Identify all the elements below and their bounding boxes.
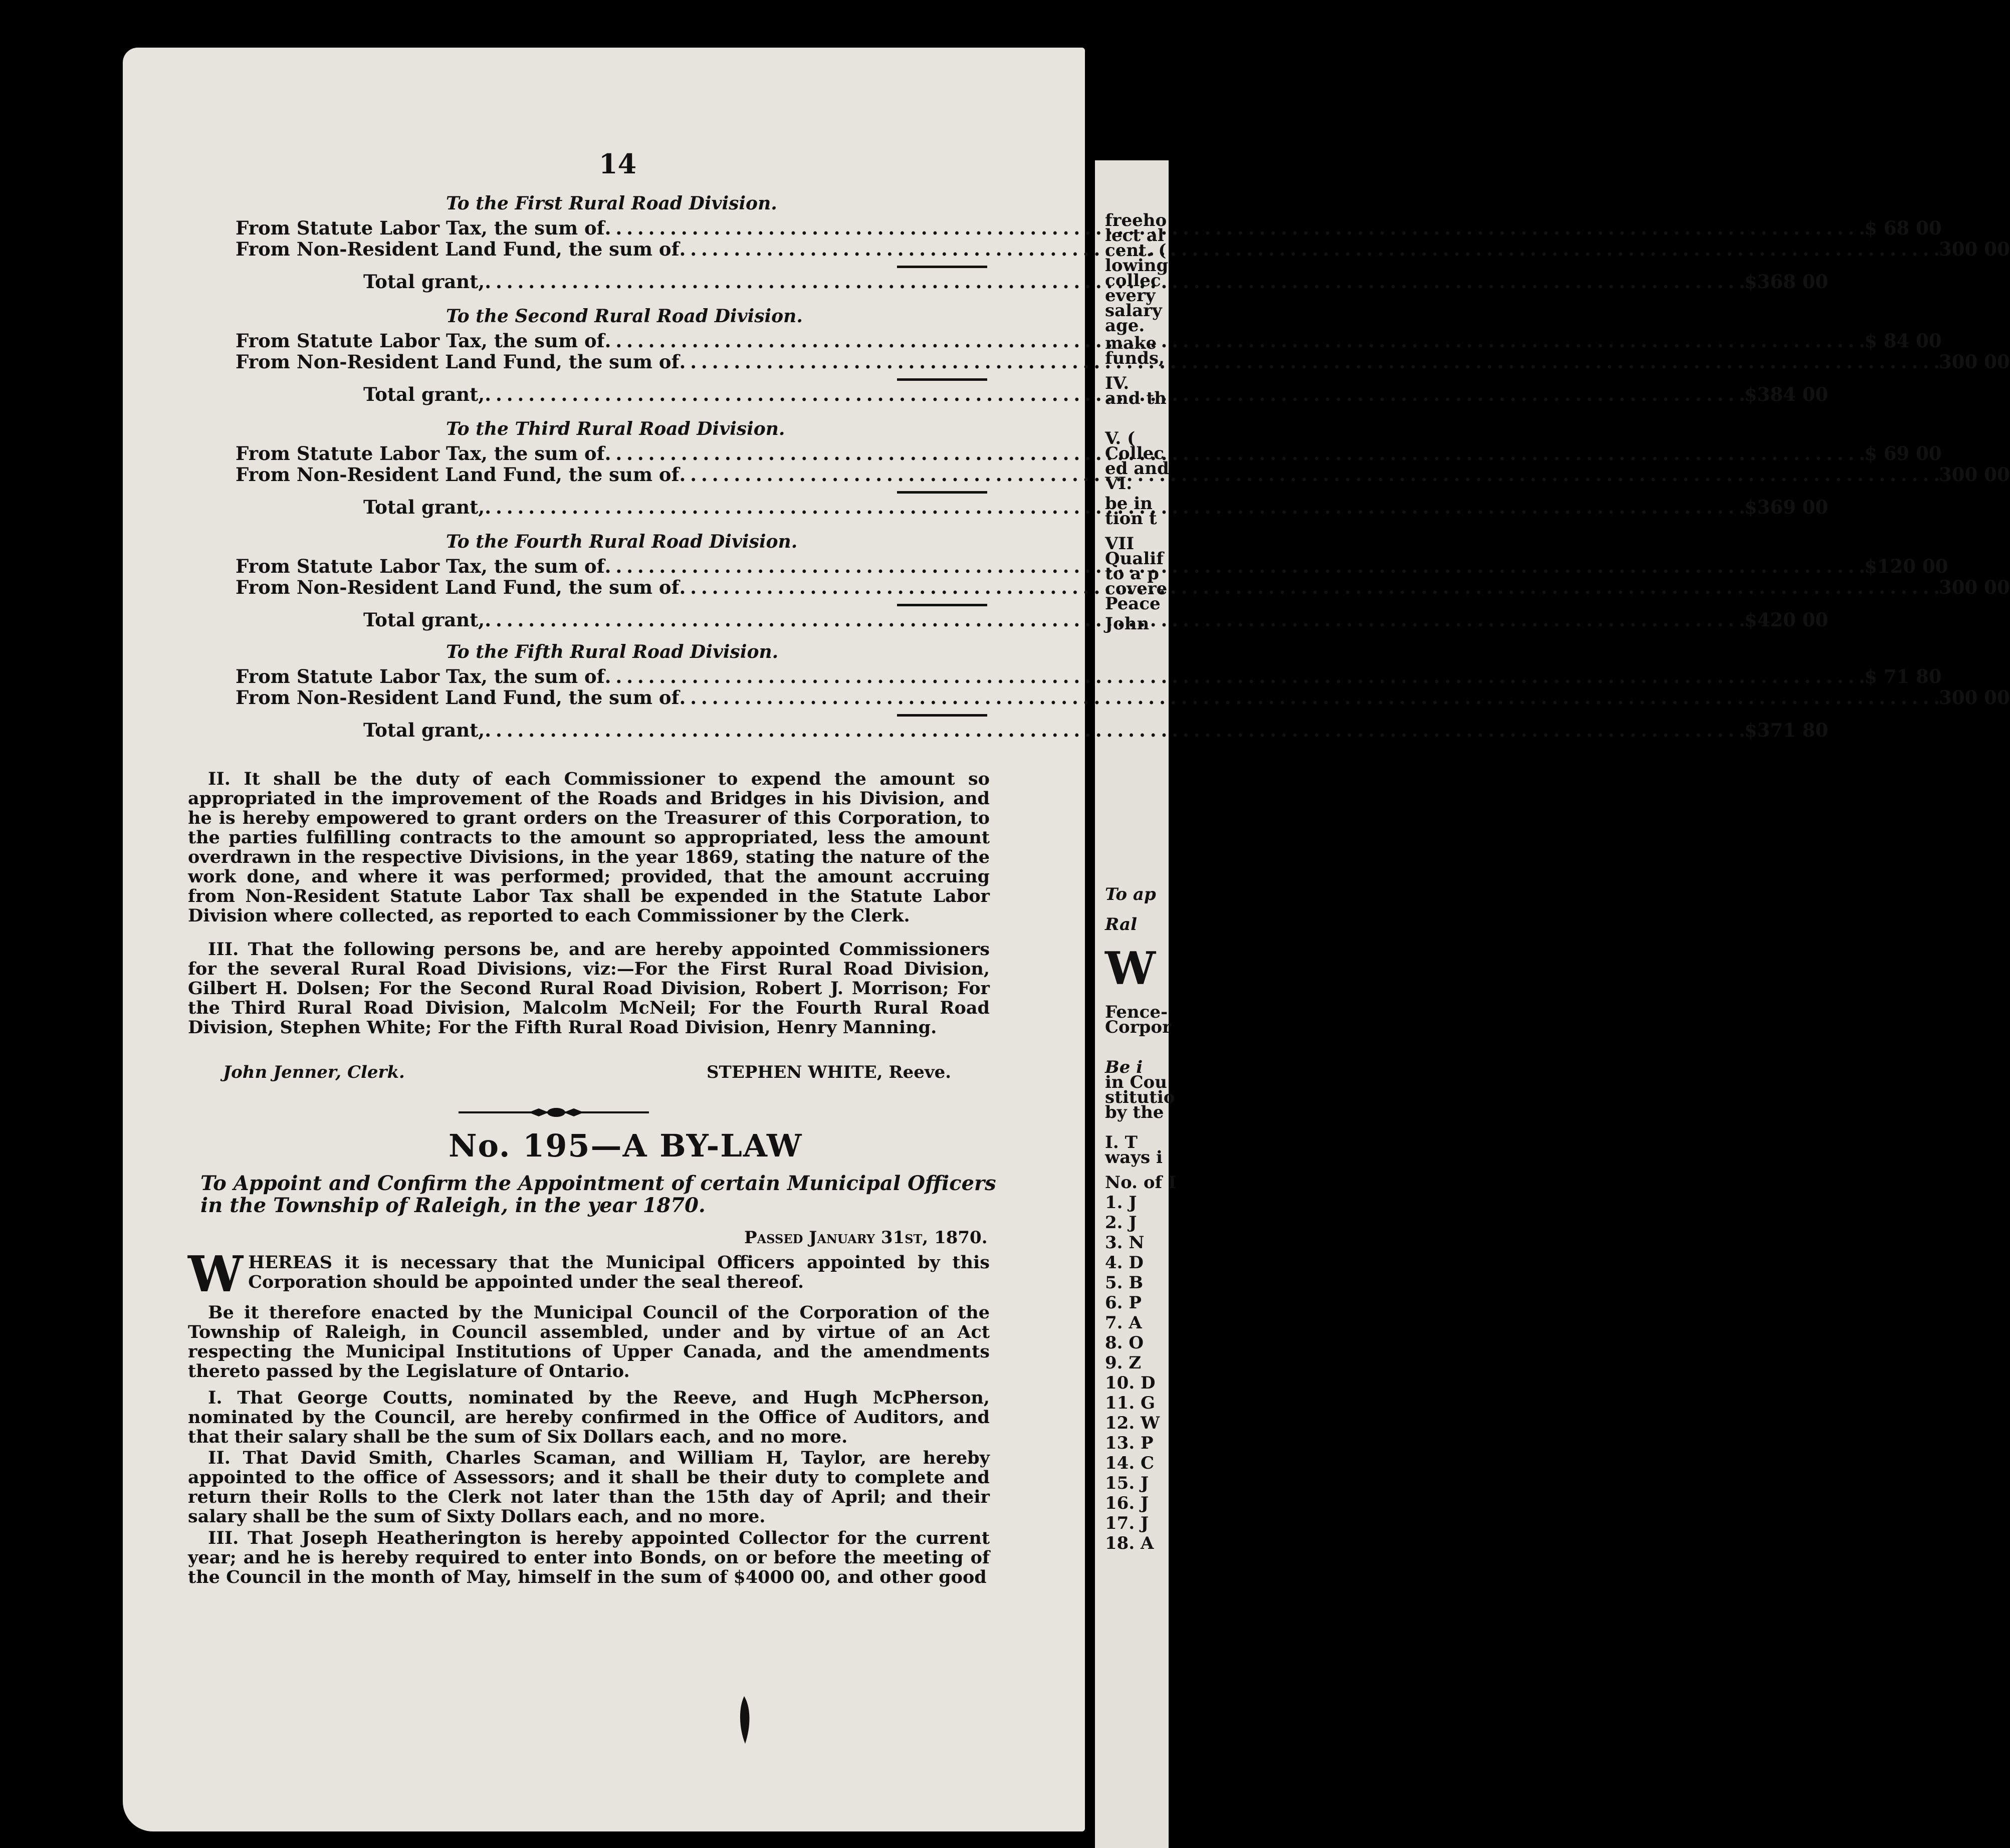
grant-label: From Statute Labor Tax, the sum of (236, 665, 605, 687)
leader-dots (680, 351, 1939, 373)
adjacent-page-fragment: stitutio (1105, 1087, 1175, 1107)
total-amount: $420 00 (1744, 609, 1829, 631)
adjacent-page-fragment: funds, (1105, 348, 1165, 368)
adjacent-page-fragment: 15. J (1105, 1473, 1149, 1493)
bylaw-title: No. 195—A BY-LAW (449, 1127, 803, 1164)
total-label: Total grant, (363, 609, 485, 631)
adjacent-page-fragment: lowing (1105, 256, 1169, 276)
adjacent-page-fragment: Ral (1105, 914, 1137, 935)
enacting-clause (188, 1303, 990, 1381)
grant-row (236, 686, 2010, 709)
adjacent-page-fragment: 18. A (1105, 1533, 1154, 1553)
adjacent-page-fragment: John (1105, 614, 1150, 634)
adjacent-page-fragment: 2. J (1105, 1213, 1137, 1233)
sum-rule (897, 604, 987, 606)
leader-dots (485, 496, 1744, 518)
bylaw-subtitle: To Appoint and Confirm the Appointment of certain Municipal Officers in the Township of Raleigh, in the year 1870. (200, 1172, 996, 1217)
adjacent-page-fragment: make (1105, 333, 1157, 353)
adjacent-page-fragment: 7. A (1105, 1313, 1142, 1333)
adjacent-page-fragment: I. T (1105, 1132, 1138, 1152)
paper-blemish (734, 1694, 754, 1749)
grant-amount: $ 69 00 (1864, 442, 1942, 465)
leader-dots (485, 609, 1744, 631)
drop-cap: W (188, 1246, 244, 1303)
bylaw-section-ii-text: II. That David Smith, Charles Scaman, and William H, Taylor, are hereby appointed to the office of Assessors; and it shall be their duty to complete and return their Rolls to the Clerk not later than the 15th day of April; and their salary shall be the sum of Sixty Dollars each, and no more. (188, 1448, 990, 1527)
adjacent-page-fragment: freeho (1105, 210, 1167, 230)
adjacent-page-fragment: salary (1105, 301, 1162, 321)
leader-dots (605, 442, 1865, 465)
adjacent-page-fragment: 14. C (1105, 1453, 1155, 1473)
section-iii (188, 940, 990, 1037)
adjacent-page-fragment: tion t (1105, 509, 1157, 529)
total-amount: $368 00 (1744, 271, 1829, 293)
leader-dots (680, 238, 1939, 260)
leader-dots (605, 217, 1865, 239)
adjacent-page-fragment: 9. Z (1105, 1353, 1142, 1373)
grant-amount: 300 00 (1939, 238, 2010, 260)
grant-label: From Statute Labor Tax, the sum of (236, 330, 605, 352)
adjacent-page-fragment: and th (1105, 388, 1167, 408)
adjacent-page-fragment: covere (1105, 579, 1168, 599)
sum-rule (897, 714, 987, 717)
leader-dots (485, 271, 1744, 293)
grant-label: From Non-Resident Land Fund, the sum of (236, 686, 680, 709)
total-amount: $371 80 (1744, 719, 1829, 741)
leader-dots (485, 719, 1744, 741)
page-number: 14 (599, 148, 637, 180)
adjacent-page-edge (1095, 160, 1176, 1848)
enacting-text: Be it therefore enacted by the Municipal Council of the Corporation of the Township of Raleigh, in Council assembled, under and by virtue of an Act respecting the Municipal Institutions of Upper Canada, and the amendments thereto passed by the Legislature of Ontario. (188, 1302, 990, 1381)
leader-dots (680, 576, 1939, 598)
adjacent-page-fragment: 4. D (1105, 1253, 1144, 1273)
bylaw-section-iii (188, 1528, 990, 1587)
adjacent-page-fragment: 17. J (1105, 1513, 1149, 1533)
adjacent-page-fragment: collec (1105, 271, 1161, 291)
grant-label: From Statute Labor Tax, the sum of (236, 555, 605, 577)
divider-ornament (459, 1105, 649, 1120)
adjacent-page-fragment: 3. N (1105, 1233, 1145, 1253)
passed-date: Passed January 31st, 1870. (744, 1228, 988, 1248)
adjacent-page-fragment: in Cou (1105, 1072, 1167, 1092)
adjacent-page-fragment: 1. J (1105, 1193, 1137, 1213)
adjacent-page-fragment: Qualif (1105, 549, 1164, 569)
grant-label: From Non-Resident Land Fund, the sum of (236, 576, 680, 598)
bylaw-section-i (188, 1388, 990, 1447)
adjacent-page-fragment: V. ( (1105, 428, 1136, 448)
grant-label: From Non-Resident Land Fund, the sum of (236, 351, 680, 373)
grant-label: From Statute Labor Tax, the sum of (236, 217, 605, 239)
total-row (363, 719, 1829, 741)
whereas-text: HEREAS it is necessary that the Municipal Officers appointed by this Corporation should be appointed under the seal thereof. (248, 1252, 990, 1292)
section-ii-text: II. It shall be the duty of each Commissioner to expend the amount so appropriated in the improvement of the Roads and Bridges in his Division, and he is hereby empowered to grant orders on the Treasurer of this Corporation, to the parties fulfilling contracts to the amount so appropriated, less the amount overdrawn in the respective Divisions, in the year 1869, stating the nature of the work done, and where it was performed; provided, that the amount accruing from Non-Resident Statute Labor Tax shall be expended in the Statute Labor Division where collected, as reported to each Commissioner by the Clerk. (188, 769, 990, 926)
adjacent-page-fragment: 12. W (1105, 1413, 1160, 1433)
division-heading: To the Fifth Rural Road Division. (446, 641, 779, 662)
grant-amount: $ 71 80 (1864, 665, 1942, 687)
total-amount: $384 00 (1744, 383, 1829, 405)
adjacent-page-fragment: VII (1105, 534, 1135, 554)
adjacent-page-fragment: 16. J (1105, 1493, 1149, 1513)
adjacent-page-fragment: 5. B (1105, 1273, 1144, 1293)
leader-dots (605, 330, 1865, 352)
section-ii (188, 769, 990, 926)
grant-amount: 300 00 (1939, 686, 2010, 709)
grant-amount: $120 00 (1864, 555, 1948, 577)
adjacent-page-fragment: 13. P (1105, 1433, 1154, 1453)
adjacent-page-fragment: 6. P (1105, 1293, 1142, 1313)
adjacent-page-fragment: Collec (1105, 443, 1164, 464)
grant-label: From Non-Resident Land Fund, the sum of (236, 238, 680, 260)
sum-rule (897, 266, 987, 268)
adjacent-page-fragment: to a p (1105, 564, 1159, 584)
adjacent-page-fragment: To ap (1105, 884, 1156, 904)
total-label: Total grant, (363, 383, 485, 405)
leader-dots (485, 383, 1744, 405)
leader-dots (605, 665, 1865, 687)
reeve-signature: STEPHEN WHITE, Reeve. (707, 1062, 952, 1082)
grant-label: From Non-Resident Land Fund, the sum of (236, 464, 680, 486)
division-heading: To the Second Rural Road Division. (446, 306, 803, 327)
leader-dots (605, 555, 1865, 577)
adjacent-page-fragment: ed and (1105, 458, 1169, 479)
whereas-clause (188, 1246, 990, 1303)
grant-amount: 300 00 (1939, 464, 2010, 486)
total-label: Total grant, (363, 496, 485, 518)
leader-dots (680, 686, 1939, 709)
grant-label: From Statute Labor Tax, the sum of (236, 442, 605, 465)
adjacent-page-fragment: Peace (1105, 594, 1161, 614)
adjacent-page-fragment: cent. ( (1105, 241, 1167, 261)
total-label: Total grant, (363, 719, 485, 741)
bylaw-section-i-text: I. That George Coutts, nominated by the Reeve, and Hugh McPherson, nominated by the Council, are hereby confirmed in the Office of Auditors, and that their salary shall be the sum of Six Dollars each, and no more. (188, 1388, 990, 1447)
clerk-signature: John Jenner, Clerk. (223, 1062, 405, 1082)
division-heading: To the Third Rural Road Division. (446, 418, 785, 439)
adjacent-page-fragment: Be i (1105, 1057, 1143, 1077)
bylaw-section-ii (188, 1448, 990, 1526)
total-label: Total grant, (363, 271, 485, 293)
adjacent-page-fragment: W (1105, 942, 1156, 995)
adjacent-page-fragment: every (1105, 286, 1156, 306)
total-amount: $369 00 (1744, 496, 1829, 518)
adjacent-page-fragment: by the (1105, 1102, 1164, 1122)
adjacent-page-fragment: be in (1105, 494, 1153, 514)
adjacent-page-fragment: lect al (1105, 225, 1164, 246)
sum-rule (897, 378, 987, 381)
grant-amount: $ 84 00 (1864, 330, 1942, 352)
division-heading: To the Fourth Rural Road Division. (446, 531, 798, 552)
adjacent-page-fragment: 11. G (1105, 1393, 1156, 1413)
leader-dots (680, 464, 1939, 486)
adjacent-page-fragment: 10. D (1105, 1373, 1156, 1393)
adjacent-page-fragment: age. (1105, 316, 1145, 336)
division-heading: To the First Rural Road Division. (446, 193, 777, 214)
adjacent-page-fragment: Fence- (1105, 1002, 1168, 1022)
grant-amount: 300 00 (1939, 576, 2010, 598)
adjacent-page-fragment: VI. (1105, 474, 1133, 494)
adjacent-page-fragment: 8. O (1105, 1333, 1144, 1353)
section-iii-text: III. That the following persons be, and are hereby appointed Commissioners for the several Rural Road Divisions, viz:—For the First Rural Road Division, Gilbert H. Dolsen; For the Second Rural Road Division, Robert J. Morrison; For the Third Rural Road Division, Malcolm McNeil; For the Fourth Rural Road Division, Stephen White; For the Fifth Rural Road Division, Henry Manning. (188, 939, 990, 1038)
adjacent-page-fragment: IV. (1105, 373, 1130, 393)
grant-row (236, 665, 1942, 687)
adjacent-page-fragment: No. of I (1105, 1173, 1176, 1193)
sum-rule (897, 491, 987, 494)
adjacent-page-fragment: Corpor (1105, 1017, 1172, 1037)
adjacent-page-fragment: ways i (1105, 1147, 1163, 1168)
grant-amount: $ 68 00 (1864, 217, 1942, 239)
bylaw-section-iii-text: III. That Joseph Heatherington is hereby appointed Collector for the current year; and he is hereby required to enter into Bonds, on or before the meeting of the Council in the month of May, himself in the sum of $4000 00, and other good (188, 1528, 990, 1587)
grant-amount: 300 00 (1939, 351, 2010, 373)
